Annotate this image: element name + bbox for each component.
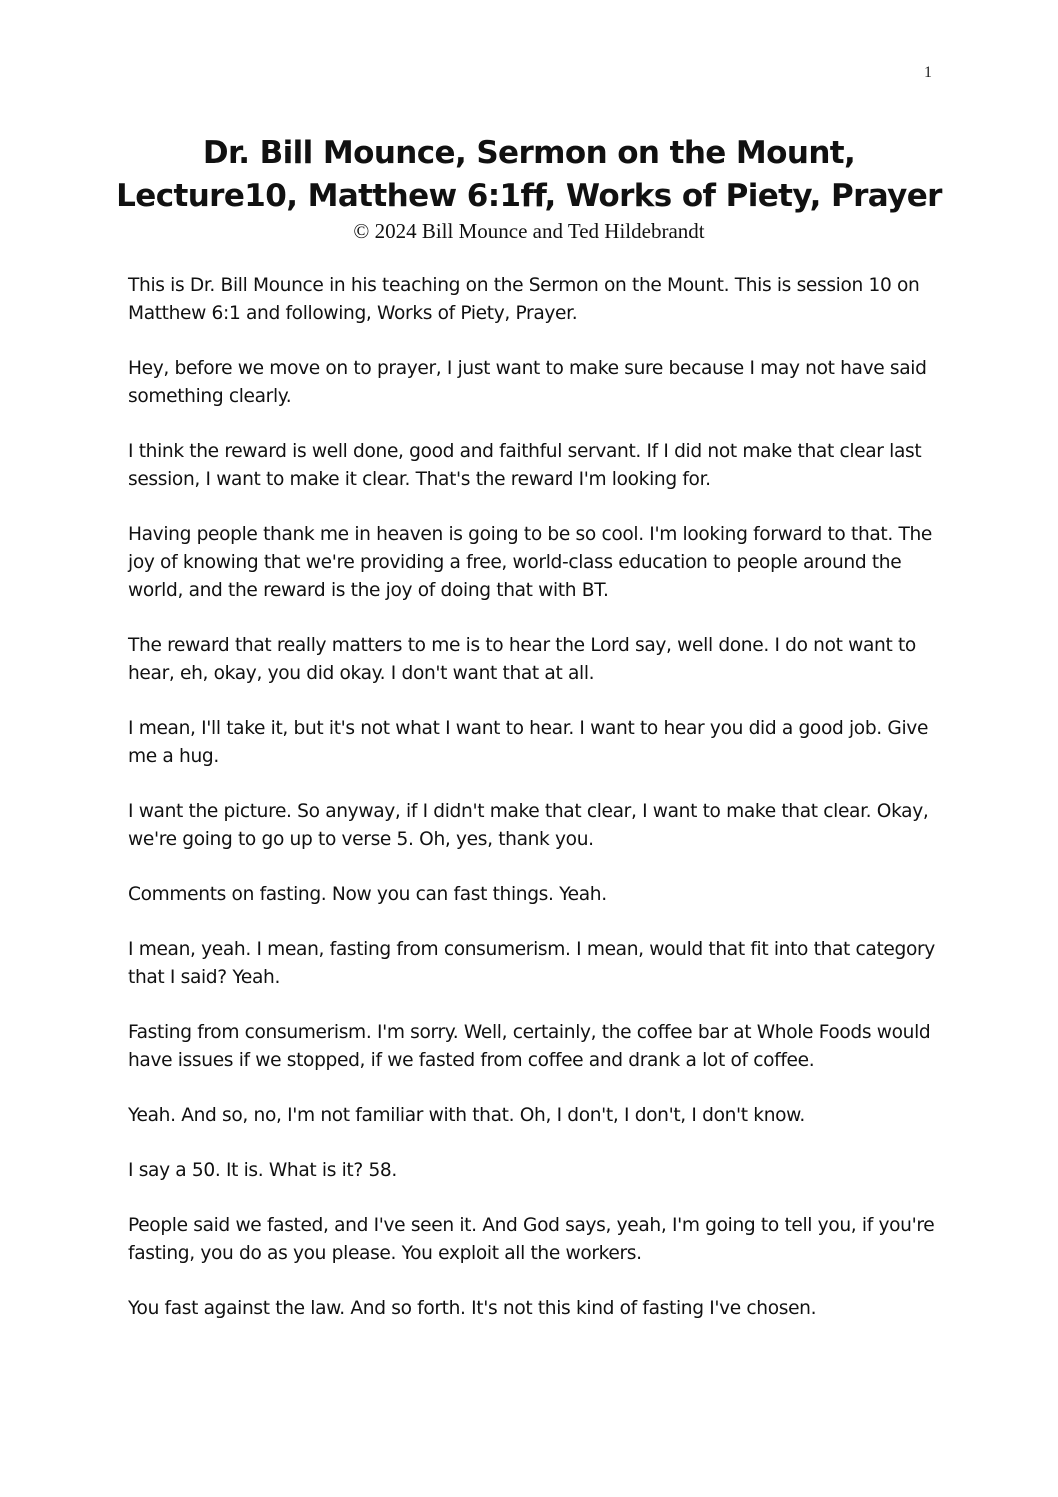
page-number: 1: [924, 64, 932, 81]
paragraph: The reward that really matters to me is to hear the Lord say, well done. I do not want to hear, eh, okay, you did okay. I don't want that at all.: [128, 635, 916, 684]
paragraph: You fast against the law. And so forth. It's not this kind of fasting I've chosen.: [128, 1298, 817, 1319]
document-title-line-1: Dr. Bill Mounce, Sermon on the Mount,: [202, 135, 856, 171]
title-block: [0, 132, 1058, 244]
copyright-notice: © 2024 Bill Mounce and Ted Hildebrandt: [353, 219, 705, 243]
paragraph: Hey, before we move on to prayer, I just want to make sure because I may not have said something clearly.: [128, 358, 927, 407]
paragraph: I mean, yeah. I mean, fasting from consumerism. I mean, would that fit into that category that I said? Yeah.: [128, 939, 935, 988]
paragraph: People said we fasted, and I've seen it. And God says, yeah, I'm going to tell you, if you're fasting, you do as you please. You exploit all the workers.: [128, 1215, 935, 1264]
paragraph: I think the reward is well done, good and faithful servant. If I did not make that clear last session, I want to make it clear. That's the reward I'm looking for.: [128, 441, 922, 490]
paragraph: Fasting from consumerism. I'm sorry. Well, certainly, the coffee bar at Whole Foods would have issues if we stopped, if we fasted from coffee and drank a lot of coffee.: [128, 1022, 931, 1071]
paragraph: I mean, I'll take it, but it's not what I want to hear. I want to hear you did a good job. Give me a hug.: [128, 718, 929, 767]
paragraph: Yeah. And so, no, I'm not familiar with that. Oh, I don't, I don't, I don't know.: [128, 1105, 805, 1126]
paragraph: This is Dr. Bill Mounce in his teaching on the Sermon on the Mount. This is session 10 on Matthew 6:1 and following, Works of Piety, Prayer.: [128, 275, 920, 324]
paragraph: Comments on fasting. Now you can fast things. Yeah.: [128, 884, 607, 905]
transcript-body: [128, 272, 938, 1350]
paragraph: I want the picture. So anyway, if I didn't make that clear, I want to make that clear. Okay, we're going to go up to verse 5. Oh, yes, thank you.: [128, 801, 929, 850]
paragraph: Having people thank me in heaven is going to be so cool. I'm looking forward to that. The joy of knowing that we're providing a free, world-class education to people around the world, and the reward is the joy of doing that with BT.: [128, 524, 933, 601]
document-title-line-2: Lecture10, Matthew 6:1ff, Works of Piety, Prayer: [116, 178, 942, 214]
paragraph: I say a 50. It is. What is it? 58.: [128, 1160, 397, 1181]
